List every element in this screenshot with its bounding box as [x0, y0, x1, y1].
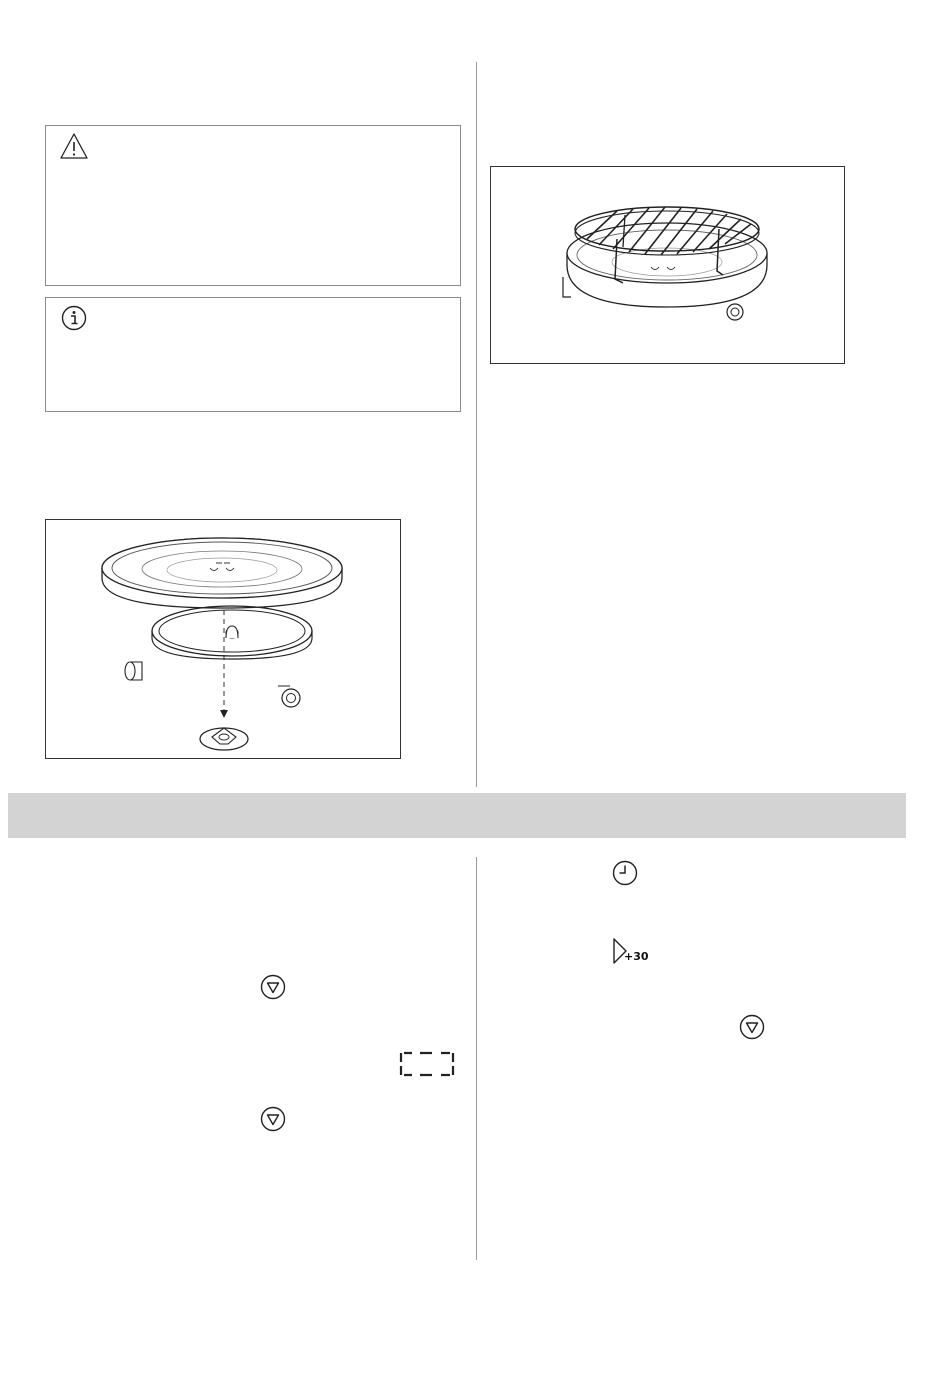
stop-button-icon [260, 974, 286, 1000]
start-plus30-label: +30 [624, 950, 649, 963]
warning-box [45, 125, 461, 286]
column-divider-top [476, 62, 477, 787]
display-dashes-icon [398, 1050, 456, 1078]
section-header-band [8, 793, 906, 838]
turntable-illustration [46, 520, 400, 758]
clock-icon [612, 860, 638, 886]
grill-rack-illustration [491, 167, 844, 363]
stop-button-icon [739, 1014, 765, 1040]
turntable-assembly-figure [45, 519, 401, 759]
info-box [45, 297, 461, 412]
stop-button-icon [260, 1106, 286, 1132]
grill-rack-figure [490, 166, 845, 364]
info-circle-icon [60, 304, 88, 332]
column-divider-bottom [476, 857, 477, 1260]
warning-triangle-icon [59, 132, 89, 160]
